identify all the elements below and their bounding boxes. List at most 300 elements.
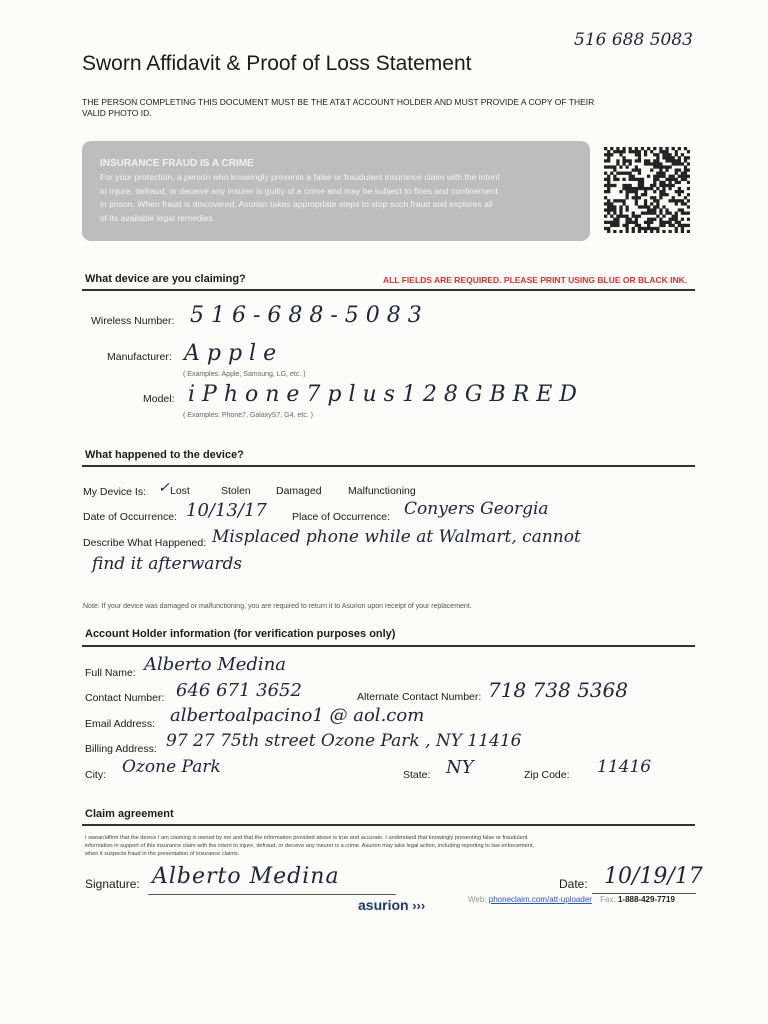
qr-module xyxy=(653,153,656,156)
qr-module xyxy=(610,153,613,156)
email-label: Email Address: xyxy=(85,718,156,730)
qr-module xyxy=(659,175,662,178)
qr-module xyxy=(653,181,656,184)
qr-module xyxy=(687,212,690,215)
qr-module xyxy=(659,181,662,184)
qr-module xyxy=(687,230,690,233)
qr-module xyxy=(687,150,690,153)
qr-module xyxy=(650,169,653,172)
state-value: NY xyxy=(446,757,474,778)
date-line xyxy=(592,893,696,894)
option-damaged[interactable]: Damaged xyxy=(276,485,322,497)
qr-module xyxy=(644,153,647,156)
qr-module xyxy=(635,224,638,227)
asurion-chevron-icon: ››› xyxy=(408,898,426,913)
qr-module xyxy=(650,212,653,215)
qr-module xyxy=(647,187,650,190)
qr-module xyxy=(619,199,622,202)
qr-module xyxy=(619,165,622,168)
qr-module xyxy=(613,221,616,224)
legal-line: when it suspects fraud in the presentation of insurance claims. xyxy=(85,851,240,857)
qr-module xyxy=(613,169,616,172)
web-link[interactable]: phoneclaim.com/att-uploader xyxy=(488,895,592,904)
qr-module xyxy=(607,184,610,187)
option-malfunctioning[interactable]: Malfunctioning xyxy=(348,485,416,497)
qr-module xyxy=(638,224,641,227)
qr-module xyxy=(644,212,647,215)
qr-module xyxy=(613,208,616,211)
qr-module xyxy=(656,187,659,190)
qr-module xyxy=(629,221,632,224)
qr-module xyxy=(656,205,659,208)
qr-module xyxy=(653,227,656,230)
qr-module xyxy=(678,190,681,193)
qr-module xyxy=(644,159,647,162)
qr-module xyxy=(613,205,616,208)
qr-module xyxy=(681,227,684,230)
qr-module xyxy=(619,150,622,153)
qr-module xyxy=(629,162,632,165)
qr-module xyxy=(662,153,665,156)
qr-module xyxy=(656,215,659,218)
qr-module xyxy=(672,175,675,178)
qr-module xyxy=(681,175,684,178)
qr-module xyxy=(665,169,668,172)
qr-module xyxy=(672,215,675,218)
qr-module xyxy=(613,184,616,187)
city-value: Ozone Park xyxy=(122,757,221,777)
signature-value: Alberto Medina xyxy=(152,864,340,889)
qr-module xyxy=(638,184,641,187)
qr-module xyxy=(644,199,647,202)
option-stolen[interactable]: Stolen xyxy=(221,485,251,497)
qr-module xyxy=(629,184,632,187)
qr-module xyxy=(604,159,607,162)
qr-module xyxy=(616,162,619,165)
qr-module xyxy=(659,147,662,150)
qr-module xyxy=(607,159,610,162)
qr-module xyxy=(641,187,644,190)
qr-module xyxy=(662,215,665,218)
qr-module xyxy=(607,199,610,202)
qr-module xyxy=(678,159,681,162)
qr-module xyxy=(616,215,619,218)
qr-module xyxy=(678,162,681,165)
qr-module xyxy=(604,147,607,150)
qr-module xyxy=(626,193,629,196)
qr-module xyxy=(687,181,690,184)
date-of-occurrence-label: Date of Occurrence: xyxy=(83,511,177,523)
manufacturer-hint: ( Examples: Apple, Samsung, LG, etc. ) xyxy=(183,371,306,378)
qr-module xyxy=(675,215,678,218)
device-status-label: My Device Is: xyxy=(83,486,147,498)
qr-module xyxy=(638,153,641,156)
qr-module xyxy=(638,227,641,230)
wireless-number-value: 5 1 6 - 6 8 8 - 5 0 8 3 xyxy=(190,303,422,328)
qr-module xyxy=(653,218,656,221)
section-heading-claim: Claim agreement xyxy=(85,808,174,820)
qr-module xyxy=(656,153,659,156)
qr-module xyxy=(672,199,675,202)
qr-module xyxy=(662,172,665,175)
qr-module xyxy=(672,162,675,165)
qr-module xyxy=(684,169,687,172)
qr-module xyxy=(678,224,681,227)
email-value: albertoalpacino1 @ aol.com xyxy=(170,705,425,726)
qr-module xyxy=(653,190,656,193)
qr-module xyxy=(616,199,619,202)
fax-label: Fax: xyxy=(600,895,616,904)
qr-module xyxy=(644,205,647,208)
qr-module xyxy=(604,190,607,193)
qr-module xyxy=(675,172,678,175)
qr-module xyxy=(653,162,656,165)
contact-footer xyxy=(468,895,675,904)
qr-module xyxy=(629,178,632,181)
qr-module xyxy=(650,187,653,190)
qr-module xyxy=(650,230,653,233)
qr-module xyxy=(638,196,641,199)
qr-module xyxy=(635,221,638,224)
qr-module xyxy=(607,187,610,190)
qr-module xyxy=(665,212,668,215)
qr-module xyxy=(675,230,678,233)
qr-module xyxy=(613,224,616,227)
qr-module xyxy=(675,202,678,205)
qr-module xyxy=(659,193,662,196)
fraud-heading: INSURANCE FRAUD IS A CRIME xyxy=(100,158,254,169)
qr-module xyxy=(607,221,610,224)
qr-module xyxy=(644,187,647,190)
model-value: i P h o n e 7 p l u s 1 2 8 G B R E D xyxy=(188,382,577,407)
qr-module xyxy=(635,190,638,193)
qr-module xyxy=(681,208,684,211)
qr-module xyxy=(644,202,647,205)
qr-module xyxy=(629,190,632,193)
qr-module xyxy=(665,159,668,162)
qr-module xyxy=(638,187,641,190)
qr-module xyxy=(687,199,690,202)
qr-module xyxy=(678,175,681,178)
web-label: Web: xyxy=(468,895,487,904)
qr-module xyxy=(647,221,650,224)
qr-module xyxy=(604,202,607,205)
qr-module xyxy=(626,196,629,199)
qr-module xyxy=(632,175,635,178)
qr-module xyxy=(669,165,672,168)
id-notice-line2: VALID PHOTO ID. xyxy=(82,108,152,118)
qr-module xyxy=(638,178,641,181)
qr-module xyxy=(662,230,665,233)
qr-module xyxy=(656,165,659,168)
qr-module xyxy=(626,205,629,208)
qr-module xyxy=(665,147,668,150)
qr-module xyxy=(669,221,672,224)
qr-module xyxy=(622,224,625,227)
qr-module xyxy=(684,165,687,168)
qr-module xyxy=(647,162,650,165)
qr-module xyxy=(659,150,662,153)
qr-module xyxy=(647,224,650,227)
qr-module xyxy=(641,178,644,181)
qr-module xyxy=(665,156,668,159)
qr-module xyxy=(656,156,659,159)
qr-module xyxy=(635,159,638,162)
manufacturer-value: A p p l e xyxy=(184,341,277,366)
qr-module xyxy=(659,190,662,193)
section-heading-device: What device are you claiming? xyxy=(85,273,246,285)
qr-module xyxy=(662,150,665,153)
qr-module xyxy=(635,178,638,181)
qr-module xyxy=(604,221,607,224)
qr-module xyxy=(635,150,638,153)
qr-module xyxy=(687,169,690,172)
qr-module xyxy=(632,221,635,224)
qr-module xyxy=(659,184,662,187)
qr-module xyxy=(681,230,684,233)
qr-module xyxy=(622,150,625,153)
qr-module xyxy=(635,202,638,205)
describe-value-line2: find it afterwards xyxy=(92,554,243,574)
qr-module xyxy=(653,205,656,208)
city-label: City: xyxy=(85,769,106,781)
qr-module xyxy=(647,212,650,215)
qr-module xyxy=(626,159,629,162)
qr-module xyxy=(653,212,656,215)
qr-module xyxy=(619,208,622,211)
qr-module xyxy=(665,178,668,181)
fraud-warning-box xyxy=(82,141,590,241)
qr-module xyxy=(607,227,610,230)
qr-module xyxy=(687,218,690,221)
qr-module xyxy=(678,181,681,184)
qr-module xyxy=(662,190,665,193)
qr-module xyxy=(669,159,672,162)
qr-module xyxy=(610,208,613,211)
qr-module xyxy=(665,153,668,156)
qr-module xyxy=(653,147,656,150)
qr-module xyxy=(650,208,653,211)
qr-module xyxy=(622,156,625,159)
qr-module xyxy=(616,150,619,153)
qr-module xyxy=(647,227,650,230)
qr-module xyxy=(629,147,632,150)
qr-module xyxy=(662,205,665,208)
qr-module xyxy=(687,205,690,208)
qr-module xyxy=(681,178,684,181)
qr-module xyxy=(665,208,668,211)
model-label: Model: xyxy=(143,393,175,405)
qr-module xyxy=(672,184,675,187)
qr-module xyxy=(684,202,687,205)
qr-module xyxy=(638,215,641,218)
qr-module xyxy=(622,147,625,150)
qr-module xyxy=(672,156,675,159)
qr-module xyxy=(653,184,656,187)
qr-module xyxy=(684,175,687,178)
qr-module xyxy=(638,230,641,233)
place-of-occurrence-value: Conyers Georgia xyxy=(404,499,549,519)
qr-module xyxy=(669,181,672,184)
qr-module xyxy=(616,218,619,221)
alt-contact-value: 718 738 5368 xyxy=(488,678,628,702)
qr-module xyxy=(610,165,613,168)
qr-module xyxy=(622,162,625,165)
qr-module xyxy=(678,193,681,196)
model-hint: ( Examples: Phone7, GalaxyS7, G4, etc. ) xyxy=(183,412,313,419)
qr-module xyxy=(653,208,656,211)
qr-module xyxy=(675,178,678,181)
qr-module xyxy=(632,215,635,218)
qr-module xyxy=(675,212,678,215)
qr-module xyxy=(650,150,653,153)
divider xyxy=(82,465,695,467)
qr-module xyxy=(662,156,665,159)
qr-module xyxy=(626,227,629,230)
qr-module xyxy=(653,159,656,162)
qr-module xyxy=(629,187,632,190)
qr-module xyxy=(638,172,641,175)
qr-module xyxy=(662,187,665,190)
return-device-note: Note: If your device was damaged or malfunctioning, you are required to return it to Asurion upon receipt of your replacement. xyxy=(83,603,472,610)
billing-address-value: 97 27 75th street Ozone Park , NY 11416 xyxy=(166,731,522,751)
qr-module xyxy=(635,169,638,172)
qr-module xyxy=(662,184,665,187)
qr-module xyxy=(675,190,678,193)
qr-module xyxy=(669,218,672,221)
qr-module xyxy=(616,178,619,181)
qr-module xyxy=(641,184,644,187)
qr-module xyxy=(641,212,644,215)
option-lost[interactable]: Lost xyxy=(170,485,190,497)
qr-module xyxy=(607,181,610,184)
qr-module xyxy=(626,221,629,224)
qr-module xyxy=(632,230,635,233)
qr-module xyxy=(604,165,607,168)
qr-module xyxy=(629,159,632,162)
qr-module xyxy=(653,175,656,178)
qr-module xyxy=(635,193,638,196)
qr-module xyxy=(675,181,678,184)
qr-module xyxy=(626,190,629,193)
qr-module xyxy=(610,184,613,187)
qr-module xyxy=(659,221,662,224)
qr-module xyxy=(687,224,690,227)
qr-module xyxy=(656,230,659,233)
qr-module xyxy=(681,218,684,221)
qr-module xyxy=(644,162,647,165)
divider xyxy=(82,645,695,647)
qr-module xyxy=(684,172,687,175)
divider xyxy=(82,289,695,291)
qr-module xyxy=(635,218,638,221)
qr-module xyxy=(662,221,665,224)
qr-module xyxy=(629,172,632,175)
qr-module xyxy=(638,156,641,159)
qr-module xyxy=(626,165,629,168)
qr-module xyxy=(669,178,672,181)
qr-module xyxy=(684,178,687,181)
qr-module xyxy=(672,178,675,181)
qr-module xyxy=(678,208,681,211)
qr-module xyxy=(669,153,672,156)
qr-module xyxy=(622,172,625,175)
qr-module xyxy=(687,162,690,165)
qr-module xyxy=(626,215,629,218)
qr-module xyxy=(678,221,681,224)
fraud-text-line: in prison. When fraud is discovered, Asurion takes appropriate steps to stop such fraud and explores all xyxy=(100,199,493,209)
qr-module xyxy=(610,205,613,208)
billing-address-label: Billing Address: xyxy=(85,743,157,755)
id-notice-line1: THE PERSON COMPLETING THIS DOCUMENT MUST BE THE AT&T ACCOUNT HOLDER AND MUST PROVIDE A COPY OF THEIR xyxy=(82,97,595,107)
qr-module xyxy=(641,227,644,230)
qr-module xyxy=(659,169,662,172)
qr-module xyxy=(613,212,616,215)
qr-module xyxy=(604,178,607,181)
qr-module xyxy=(675,162,678,165)
fraud-text-line: For your protection, a person who knowingly presents a false or fraudulent insurance claim with the intent xyxy=(100,172,500,182)
qr-module xyxy=(604,215,607,218)
qr-module xyxy=(653,165,656,168)
qr-module xyxy=(678,156,681,159)
qr-module xyxy=(644,230,647,233)
qr-module xyxy=(622,178,625,181)
qr-module xyxy=(626,224,629,227)
qr-module xyxy=(604,153,607,156)
qr-module xyxy=(665,221,668,224)
handwritten-phone: 516 688 5083 xyxy=(574,30,693,50)
qr-module xyxy=(687,193,690,196)
qr-module xyxy=(672,147,675,150)
qr-module xyxy=(681,199,684,202)
qr-module xyxy=(613,165,616,168)
qr-module xyxy=(684,147,687,150)
qr-module xyxy=(622,184,625,187)
qr-module xyxy=(684,196,687,199)
qr-module xyxy=(662,165,665,168)
qr-module xyxy=(635,153,638,156)
qr-module xyxy=(656,227,659,230)
qr-module xyxy=(659,224,662,227)
qr-module xyxy=(613,175,616,178)
qr-module xyxy=(656,162,659,165)
qr-module xyxy=(678,187,681,190)
qr-module xyxy=(669,224,672,227)
qr-module xyxy=(632,212,635,215)
qr-module xyxy=(607,202,610,205)
qr-module xyxy=(638,159,641,162)
qr-module xyxy=(662,175,665,178)
qr-module xyxy=(669,230,672,233)
qr-module xyxy=(678,169,681,172)
qr-module xyxy=(675,218,678,221)
qr-module xyxy=(619,153,622,156)
qr-module xyxy=(665,165,668,168)
signature-date-value: 10/19/17 xyxy=(604,864,703,889)
lost-checkmark-icon: ✓ xyxy=(158,480,170,496)
signature-line xyxy=(148,894,396,895)
qr-module xyxy=(613,230,616,233)
section-heading-happened: What happened to the device? xyxy=(85,449,244,461)
qr-module xyxy=(604,184,607,187)
qr-module xyxy=(672,224,675,227)
brand-name: asurion xyxy=(358,897,409,913)
fraud-text xyxy=(100,171,500,225)
qr-module xyxy=(653,196,656,199)
qr-module xyxy=(656,172,659,175)
qr-module xyxy=(610,221,613,224)
qr-module xyxy=(632,190,635,193)
